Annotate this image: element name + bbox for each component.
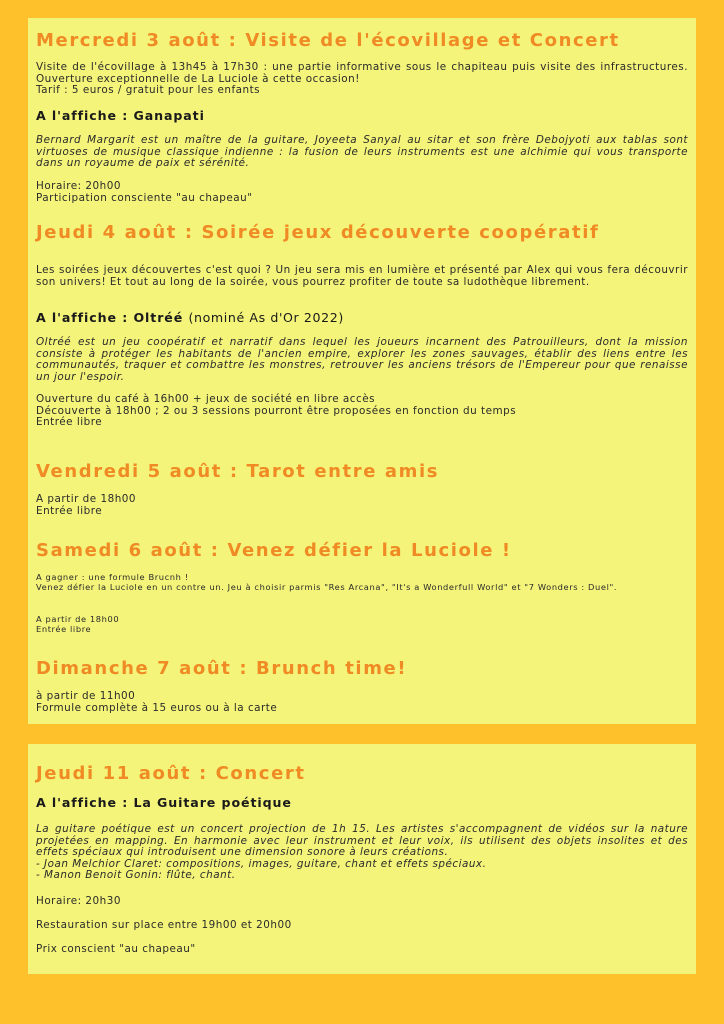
performer-line: - Manon Benoit Gonin: flûte, chant. bbox=[36, 869, 236, 881]
event-affiche-thu-11 bbox=[36, 797, 292, 810]
event-details-sat-6 bbox=[36, 615, 688, 634]
event-intro-wed-3 bbox=[36, 62, 688, 97]
event-detail-line: Entrée libre bbox=[36, 623, 92, 634]
event-details-thu-4 bbox=[36, 394, 688, 429]
event-catering-thu-11: Restauration sur place entre 19h00 et 20h00 bbox=[36, 919, 292, 931]
event-detail-line: Horaire: 20h00 bbox=[36, 180, 121, 192]
program-panel-week-1 bbox=[28, 18, 696, 724]
affiche-note: (nominé As d'Or 2022) bbox=[188, 310, 344, 325]
event-detail-line: Formule complète à 15 euros ou à la carte bbox=[36, 701, 278, 714]
event-description-thu-11 bbox=[36, 824, 688, 882]
event-detail-line: A partir de 18h00 bbox=[36, 493, 137, 505]
event-intro-line: A gagner : une formule Brucnh ! bbox=[36, 572, 189, 582]
affiche-label: A l'affiche : Ganapati bbox=[36, 108, 205, 123]
event-details-fri-5 bbox=[36, 494, 688, 517]
program-panel-week-2 bbox=[28, 744, 696, 974]
event-title-thu-11: Jeudi 11 août : Concert bbox=[36, 763, 306, 784]
event-intro-line: Venez défier la Luciole en un contre un. Jeu à choisir parmis "Res Arcana", "It's a Wonderfull World" et "7 Wonders : Duel". bbox=[36, 581, 618, 592]
event-affiche-thu-4 bbox=[36, 312, 344, 325]
event-title-wed-3: Mercredi 3 août : Visite de l'écovillage et Concert bbox=[36, 30, 620, 51]
event-details-sun-7 bbox=[36, 691, 688, 714]
event-detail-line: Ouverture du café à 16h00 + jeux de société en libre accès bbox=[36, 393, 376, 405]
event-intro-line: Visite de l'écovillage à 13h45 à 17h30 : une partie informative sous le chapiteau puis visite des infrastructures. Ouverture exceptionnelle de La Luciole à cette occasion! bbox=[36, 61, 688, 85]
event-price-thu-11: Prix conscient "au chapeau" bbox=[36, 943, 196, 955]
event-detail-line: Participation consciente "au chapeau" bbox=[36, 191, 253, 204]
event-detail-line: à partir de 11h00 bbox=[36, 690, 136, 702]
event-description-text: La guitare poétique est un concert projection de 1h 15. Les artistes s'accompagnent de vidéos sur la nature projetées en mapping. En harmonie avec leur instrument et leur voix, ils utilisent des objets insolites et des effets spéciaux qui introduisent une dimension sonore à leurs créations. bbox=[36, 823, 688, 858]
event-description-wed-3: Bernard Margarit est un maître de la guitare, Joyeeta Sanyal au sitar et son frère Debojyoti aux tablas sont virtuoses de musique classique indienne : la fusion de leurs instruments est une alchimie qui vous transporte dans un royaume de paix et sérénité. bbox=[36, 134, 688, 169]
event-title-sat-6: Samedi 6 août : Venez défier la Luciole ! bbox=[36, 540, 512, 561]
event-detail-line: Entrée libre bbox=[36, 504, 103, 517]
event-intro-sat-6 bbox=[36, 573, 688, 592]
event-intro-line: Tarif : 5 euros / gratuit pour les enfants bbox=[36, 84, 261, 96]
event-title-thu-4: Jeudi 4 août : Soirée jeux découverte coopératif bbox=[36, 222, 600, 243]
event-intro-thu-4: Les soirées jeux découvertes c'est quoi ? Un jeu sera mis en lumière et présenté par Alex qui vous fera découvrir son univers! Et tout au long de la soirée, vous pourrez profiter de toute sa ludothèque librement. bbox=[36, 264, 688, 288]
event-detail-line: A partir de 18h00 bbox=[36, 614, 120, 624]
event-schedule-thu-11: Horaire: 20h30 bbox=[36, 895, 121, 907]
event-details-wed-3 bbox=[36, 181, 688, 204]
event-detail-line: Découverte à 18h00 ; 2 ou 3 sessions pourront être proposées en fonction du temps bbox=[36, 404, 517, 417]
affiche-label: A l'affiche : Oltréé bbox=[36, 310, 184, 325]
event-detail-line: Entrée libre bbox=[36, 416, 103, 428]
affiche-label: A l'affiche : La Guitare poétique bbox=[36, 795, 292, 810]
event-title-fri-5: Vendredi 5 août : Tarot entre amis bbox=[36, 461, 440, 482]
event-description-thu-4: Oltréé est un jeu coopératif et narratif dans lequel les joueurs incarnent des Patrouilleurs, dont la mission consiste à protéger les habitants de l'ancien empire, explorer les zones sauvages, établir des liens entre les communautés, traquer et combattre les monstres, retrouver les anciens trésors de l'Empereur pour que renaisse un jour l'espoir. bbox=[36, 336, 688, 383]
performer-line: - Joan Melchior Claret: compositions, images, guitare, chant et effets spéciaux. bbox=[36, 857, 487, 870]
event-affiche-wed-3 bbox=[36, 110, 205, 123]
event-title-sun-7: Dimanche 7 août : Brunch time! bbox=[36, 658, 408, 679]
